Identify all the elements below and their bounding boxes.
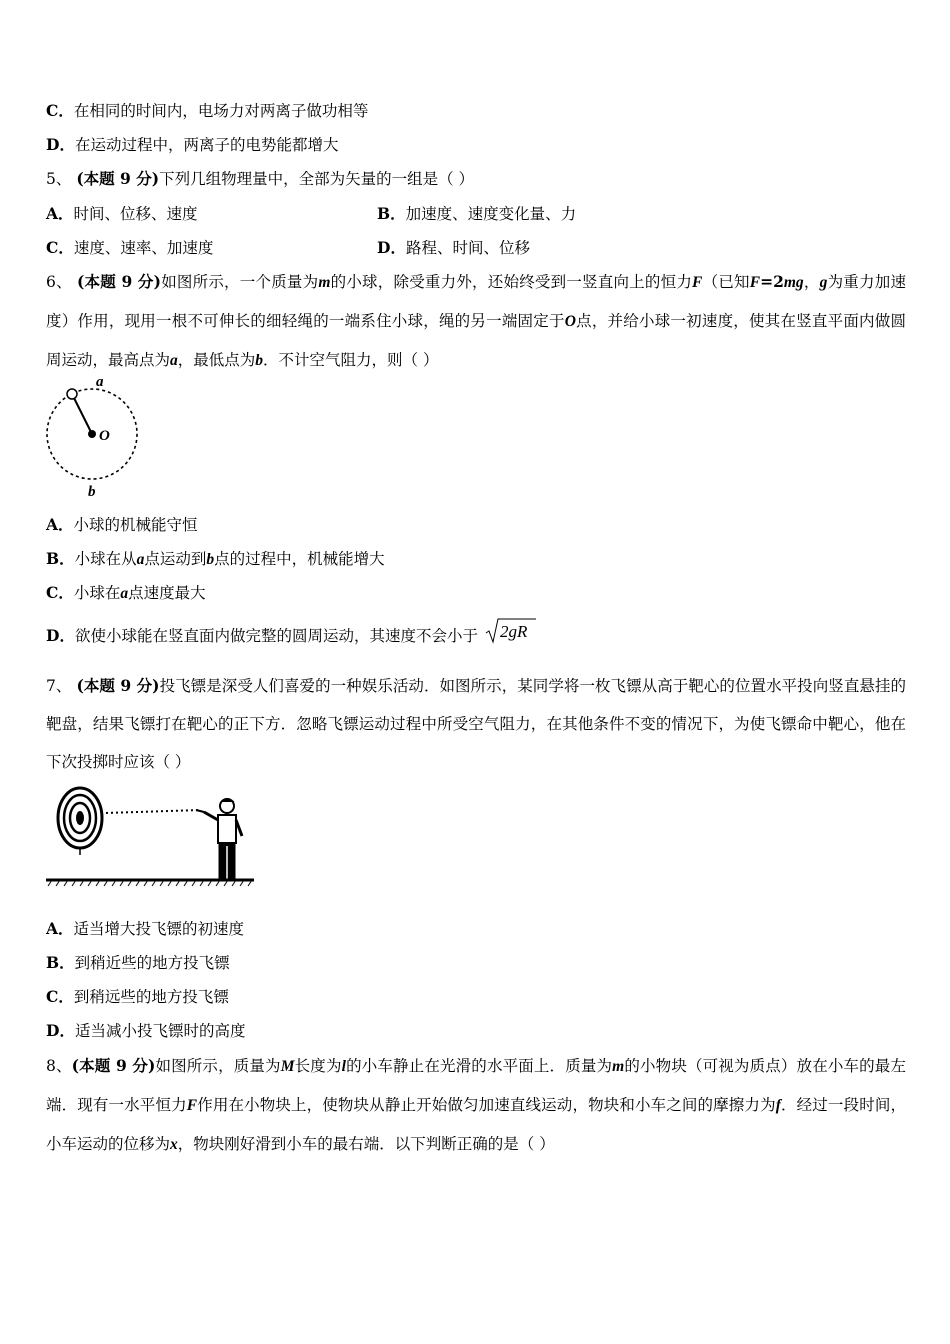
q6-option-b [46, 548, 385, 571]
ball [67, 389, 77, 399]
stem-text: ，物块刚好滑到小车的最右端．以下判断正确的是（ ） [177, 1135, 555, 1153]
q6-option-c [46, 582, 206, 605]
stem-text: 的小球，除受重力外，还始终受到一竖直向上的恒力 [330, 273, 693, 291]
option-label: B． [46, 549, 75, 568]
option-text: 速度、速率、加速度 [73, 239, 214, 257]
var-m: m [612, 1058, 625, 1075]
stem-text: （已知 [702, 273, 750, 291]
option-label: A． [46, 515, 74, 534]
label-a: a [96, 374, 104, 390]
option-text: 在相同的时间内，电场力对两离子做功相等 [73, 102, 369, 120]
q5-stem [46, 168, 474, 190]
option-label: A． [46, 204, 74, 223]
stem-text: ．经过一段时间，小车运动的位移为 [46, 1096, 906, 1153]
stem-text: 作用在小物块上，使物块从静止开始做匀加速直线运动，物块和小车之间的摩擦力为 [197, 1096, 776, 1114]
q6-stem [46, 263, 906, 380]
q4-option-c [46, 100, 368, 122]
label-b: b [88, 484, 96, 500]
option-label: C． [46, 238, 74, 257]
option-label: C． [46, 101, 74, 120]
option-text: 到稍近些的地方投飞镖 [74, 954, 230, 972]
q6-option-d [46, 623, 537, 651]
var-b: b [255, 352, 264, 369]
ground [46, 880, 254, 886]
var-b: b [206, 551, 215, 568]
stem-text: ，最低点为 [177, 351, 256, 369]
var-a: a [120, 585, 129, 602]
q7-option-b [46, 952, 230, 974]
q5-option-a [46, 203, 198, 225]
option-text: 点速度最大 [128, 584, 206, 602]
stem-text: 的小车静止在光滑的水平面上．质量为 [345, 1057, 613, 1075]
option-text: 点的过程中，机械能增大 [214, 550, 385, 568]
option-text: 加速度、速度变化量、力 [405, 205, 577, 223]
var-mg: mg [783, 274, 804, 291]
question-score: (本题 9 分) [76, 169, 160, 188]
q5-option-c [46, 237, 213, 259]
q7-stem [46, 667, 906, 781]
var-f: F [186, 1097, 198, 1114]
stem-text: ， [803, 273, 820, 291]
option-text: 时间、位移、速度 [73, 205, 198, 223]
var-f-lower: f [775, 1097, 781, 1114]
var-o: O [564, 313, 576, 330]
var-g: g [819, 274, 828, 291]
option-label: B． [377, 204, 406, 223]
stem-text: 的小物块（可视为质点）放在小车的最左端．现有一水平恒力 [46, 1057, 906, 1114]
center-point [88, 430, 96, 438]
option-text: 欲使小球能在竖直面内做完整的圆周运动，其速度不会小于 [74, 627, 478, 645]
var-f: F [692, 274, 703, 291]
q8-stem [46, 1047, 906, 1164]
stem-text: 长度为 [294, 1057, 342, 1075]
option-text: 适当增大投飞镖的初速度 [73, 920, 245, 938]
q7-option-d [46, 1020, 245, 1042]
option-label: D． [46, 1021, 75, 1040]
question-score: (本题 9 分) [76, 272, 161, 291]
option-label: B． [46, 953, 75, 972]
sqrt-content: 2gR [499, 622, 528, 641]
q4-option-d [46, 134, 338, 156]
var-f: F [749, 274, 761, 291]
question-text: 下列几组物理量中，全部为矢量的一组是（ ） [159, 170, 474, 188]
option-label: D． [46, 135, 75, 154]
question-number: 5、 [46, 170, 72, 188]
question-number: 8、 [46, 1057, 72, 1075]
var-x: x [170, 1136, 178, 1153]
stem-text: 如图所示，一个质量为 [160, 273, 319, 291]
dartboard [58, 788, 102, 855]
question-score: (本题 9 分) [76, 676, 160, 695]
var-m: m [318, 274, 331, 291]
var-m-upper: M [280, 1058, 295, 1075]
stem-text: 为重力加速度）作用，现用一根不可伸长的细轻绳的一端系住小球，绳的另一端固定于 [46, 273, 906, 330]
var-a: a [136, 551, 145, 568]
circular-motion-figure [40, 374, 150, 500]
option-text: 点运动到 [144, 550, 207, 568]
sqrt-sign [485, 617, 537, 645]
q5-option-d [377, 237, 530, 259]
q6-option-a [46, 514, 198, 536]
q7-option-c [46, 986, 229, 1008]
string-line [72, 394, 92, 434]
dart-path [106, 810, 200, 813]
q5-option-b [377, 203, 576, 225]
stem-text: 如图所示，质量为 [155, 1057, 281, 1075]
person-icon [196, 799, 242, 880]
q7-option-a [46, 918, 244, 940]
option-text: 路程、时间、位移 [405, 239, 530, 257]
option-text: 小球在从 [74, 550, 137, 568]
label-o: O [99, 428, 110, 444]
stem-text: ．不计空气阻力，则（ ） [263, 351, 439, 369]
option-label: D． [46, 626, 75, 645]
option-text: 小球的机械能守恒 [73, 516, 198, 534]
equation: =2 [760, 272, 784, 291]
question-text: 投飞镖是深受人们喜爱的一种娱乐活动．如图所示，某同学将一枚飞镖从高于靶心的位置水平投向竖直悬挂的靶盘，结果飞镖打在靶心的正下方．忽略飞镖运动过程中所受空气阻力，在其他条件不变的情况下，为使飞镖命中靶心，他在下次投掷时应该（ ） [46, 677, 906, 771]
sqrt-formula [485, 617, 537, 645]
option-label: C． [46, 583, 74, 602]
option-label: A． [46, 919, 74, 938]
var-l: l [341, 1058, 346, 1075]
option-label: D． [377, 238, 406, 257]
option-text: 适当减小投飞镖时的高度 [74, 1022, 246, 1040]
option-text: 到稍远些的地方投飞镖 [73, 988, 229, 1006]
question-number: 6、 [46, 273, 72, 291]
stem-text: 点，并给小球一初速度，使其在竖直平面内做圆周运动，最高点为 [46, 312, 906, 369]
option-label: C． [46, 987, 74, 1006]
dart-figure [44, 780, 256, 890]
question-score: (本题 9 分) [71, 1056, 156, 1075]
option-text: 在运动过程中，两离子的电势能都增大 [74, 136, 339, 154]
option-text: 小球在 [73, 584, 121, 602]
var-a: a [170, 352, 178, 369]
question-number: 7、 [46, 677, 72, 695]
